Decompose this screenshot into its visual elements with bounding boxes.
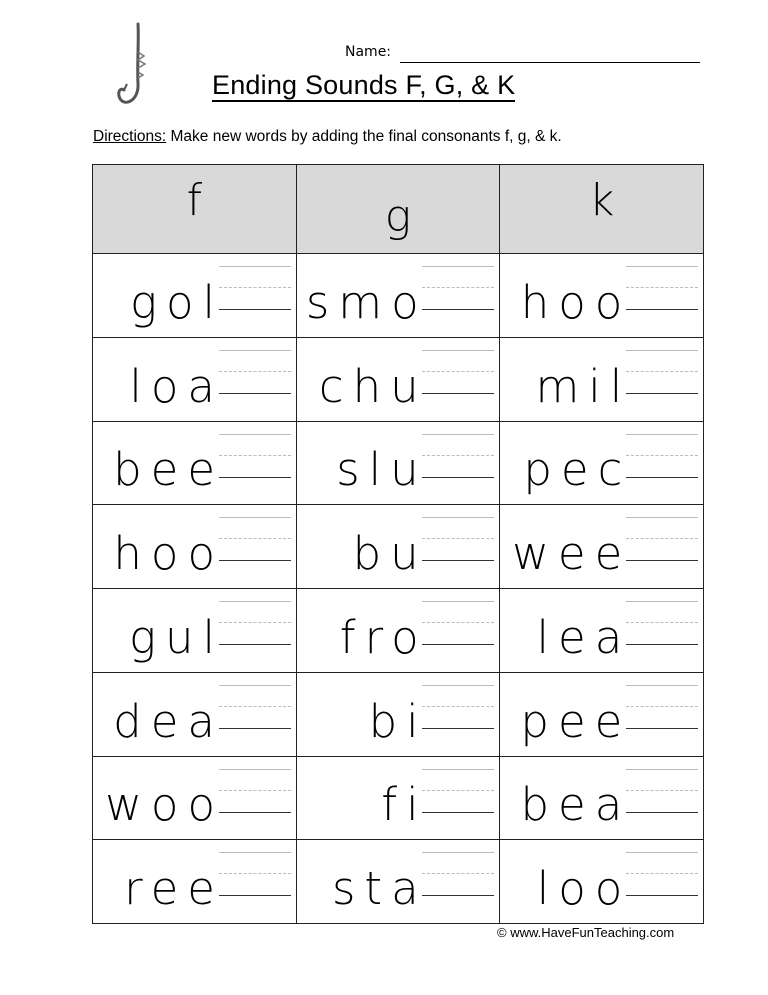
word-cell: [500, 505, 704, 589]
word-stem: slu: [336, 443, 428, 497]
word-cell: [296, 589, 500, 673]
column-header-k: [500, 165, 704, 254]
answer-writing-lines[interactable]: [626, 601, 698, 651]
answer-writing-lines[interactable]: [219, 350, 291, 400]
word-cell: [500, 589, 704, 673]
table-row: [93, 505, 704, 589]
answer-writing-lines[interactable]: [219, 601, 291, 651]
word-stem: fi: [381, 778, 428, 832]
word-cell: [93, 840, 297, 924]
answer-writing-lines[interactable]: [219, 517, 291, 567]
word-stem: sta: [331, 862, 428, 915]
column-letter: k: [588, 175, 615, 226]
word-cell: [500, 840, 704, 924]
answer-writing-lines[interactable]: [422, 769, 494, 819]
word-cell: [296, 672, 500, 756]
word-cell: [296, 505, 500, 589]
answer-writing-lines[interactable]: [422, 434, 494, 484]
table-row: [93, 421, 704, 505]
word-cell: [93, 505, 297, 589]
page-title: Ending Sounds F, G, & K: [212, 70, 516, 100]
word-stem: dea: [113, 694, 224, 748]
word-stem: bee: [113, 443, 224, 497]
word-stem: pee: [520, 694, 632, 748]
column-header-g: [296, 165, 500, 254]
word-stem: bea: [520, 778, 632, 832]
answer-writing-lines[interactable]: [219, 266, 291, 316]
column-letter: f: [186, 175, 203, 226]
answer-writing-lines[interactable]: [219, 852, 291, 902]
word-stem: loa: [129, 359, 224, 413]
word-cell: [93, 672, 297, 756]
word-stem: woo: [105, 778, 224, 832]
word-stem: gul: [128, 610, 224, 664]
answer-writing-lines[interactable]: [219, 769, 291, 819]
name-line[interactable]: [400, 62, 700, 63]
word-stem: bi: [368, 694, 428, 748]
word-stem: loo: [536, 862, 632, 915]
answer-writing-lines[interactable]: [219, 685, 291, 735]
word-stem: hoo: [113, 527, 224, 580]
answer-writing-lines[interactable]: [422, 350, 494, 400]
answer-writing-lines[interactable]: [626, 517, 698, 567]
word-stem: wee: [512, 527, 632, 580]
answer-writing-lines[interactable]: [626, 350, 698, 400]
word-cell: [500, 672, 704, 756]
answer-writing-lines[interactable]: [422, 601, 494, 651]
word-cell: [296, 254, 500, 338]
table-row: [93, 756, 704, 840]
worksheet-table: [92, 164, 704, 924]
word-stem: gol: [129, 275, 224, 329]
copyright-footer: © www.HaveFunTeaching.com: [497, 925, 675, 940]
table-row: [93, 840, 704, 924]
word-stem: fro: [339, 610, 428, 664]
word-cell: [93, 589, 297, 673]
answer-writing-lines[interactable]: [422, 517, 494, 567]
word-cell: [93, 254, 297, 338]
word-cell: [296, 840, 500, 924]
word-cell: [500, 254, 704, 338]
word-cell: [296, 421, 500, 505]
header-row: [93, 165, 704, 254]
word-stem: bu: [352, 527, 428, 580]
word-stem: pec: [523, 443, 632, 497]
fish-hook-icon: [112, 22, 162, 114]
word-stem: lea: [536, 610, 632, 664]
word-stem: ree: [124, 862, 224, 915]
word-cell: [93, 421, 297, 505]
word-stem: mil: [535, 359, 632, 413]
word-cell: [500, 337, 704, 421]
word-cell: [500, 421, 704, 505]
answer-writing-lines[interactable]: [626, 434, 698, 484]
answer-writing-lines[interactable]: [422, 685, 494, 735]
word-cell: [296, 337, 500, 421]
answer-writing-lines[interactable]: [626, 769, 698, 819]
word-stem: chu: [318, 359, 428, 413]
directions-text: Make new words by adding the final consonants f, g, & k.: [166, 128, 562, 145]
table-row: [93, 589, 704, 673]
word-cell: [296, 756, 500, 840]
word-cell: [93, 756, 297, 840]
name-label: Name:: [345, 44, 392, 60]
table-row: [93, 672, 704, 756]
column-letter: g: [384, 191, 412, 242]
column-header-f: [93, 165, 297, 254]
answer-writing-lines[interactable]: [219, 434, 291, 484]
word-stem: smo: [305, 275, 428, 329]
answer-writing-lines[interactable]: [626, 266, 698, 316]
table-row: [93, 337, 704, 421]
directions: [93, 128, 562, 146]
answer-writing-lines[interactable]: [422, 852, 494, 902]
table-row: [93, 254, 704, 338]
word-cell: [93, 337, 297, 421]
word-cell: [500, 756, 704, 840]
answer-writing-lines[interactable]: [626, 685, 698, 735]
answer-writing-lines[interactable]: [422, 266, 494, 316]
answer-writing-lines[interactable]: [626, 852, 698, 902]
word-stem: hoo: [520, 275, 632, 329]
directions-label: Directions:: [93, 128, 167, 145]
